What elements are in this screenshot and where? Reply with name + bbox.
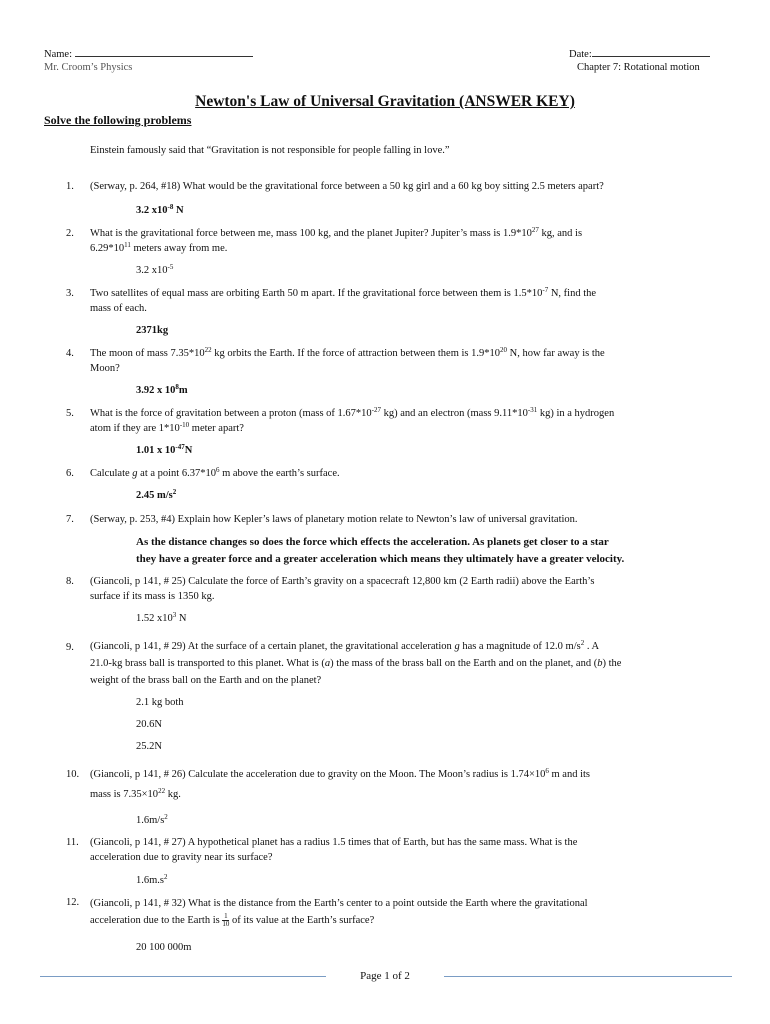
page-number: Page 1 of 2 [360,970,410,982]
question-number: 7. [66,514,74,525]
answer-5: 1.01 x $10^{-47}N$ [136,443,193,456]
intro-quote: Einstein famously said that “Gravitation is not responsible for people falling in love.” [90,145,450,156]
question-number: 8. [66,576,74,587]
question-number: 2. [66,228,74,239]
question-number: 3. [66,288,74,299]
answer-6: 2.45 $m/s^2$ [136,488,177,501]
question-text: Two satellites of equal mass are orbiting Earth 50 m apart. If the gravitational force between them is $1.5*10^{-7}$ N, find the mass of each. [90,286,597,314]
question-text: (Serway, p. 253, #4) Explain how Kepler’s laws of planetary motion relate to Newton’s law of universal gravitation. [90,514,578,525]
date-blank[interactable] [592,47,710,57]
answer-9c: 25.2N [136,741,162,752]
answer-base: 3.2 x10 [136,205,168,216]
question-number: 1. [66,181,74,192]
chapter-label: Chapter 7: Rotational motion [577,62,700,73]
answer-9b: 20.6N [136,719,162,730]
answer-8: 1.52 $x10^3$ N [136,611,187,624]
question-number: 9. [66,642,74,653]
answer-exp: -8 [167,203,174,211]
teacher-label: Mr. Croom’s Physics [44,62,133,73]
answer-2: 3.2 $x10^{-5}$ [136,263,174,276]
question-text: What is the force of gravitation between a proton (mass of $1.67*10^{-27}$ kg) and an electron (mass $9.11*10^{-31}$ kg) in a hydrogen atom if they are $1*10^{-10}$ meter apart? [90,406,615,434]
question-text: (Giancoli, p 141, # 25) Calculate the force of Earth’s gravity on a spacecraft 12,800 km (2 Earth radii) above the Earth’s surface if its mass is 1350 kg. [90,576,595,602]
answer-unit: N [173,205,184,216]
question-text: What is the gravitational force between me, mass 100 kg, and the planet Jupiter? Jupiter’s mass is $1.9*10^{27}$ kg, and is $6.29*10^{11}$ meters away from me. [90,226,583,254]
date-label: Date: [569,49,592,60]
question-number: 11. [66,837,79,848]
page-title: Newton's Law of Universal Gravitation (ANSWER KEY) [195,93,575,110]
question-text: (Giancoli, p 141, # 27) A hypothetical planet has a radius 1.5 times that of Earth, but has the same mass. What is the acceleration due to gravity near its surface? [90,837,578,863]
question-text: Calculate g at a point $6.37*10^6$ m above the earth’s surface. [90,466,340,479]
question-text: (Giancoli, p 141, # 32) What is the distance from the Earth’s center to a point outside the Earth where the gravitational acceleration due to the Earth is $\frac{1}{10}$ of its value at the Earth’s surface? [90,898,588,929]
question-number: 10. [66,769,80,780]
name-label: Name: [44,49,72,60]
answer-1 [136,205,184,216]
question-number: 4. [66,348,74,359]
name-blank[interactable] [75,47,253,57]
answer-12: 20 100 000m [136,942,192,953]
question-text: (Serway, p. 264, #18) What would be the gravitational force between a 50 kg girl and a 60 kg boy sitting 2.5 meters apart? [90,181,604,192]
footer-rule-right [444,976,732,977]
date-field[interactable] [569,47,710,60]
question-number: 6. [66,468,74,479]
question-text: (Giancoli, p 141, # 26) Calculate the acceleration due to gravity on the Moon. The Moon’s radius is $1.74\times 10^6$ m and its mass is $7.35\times 10^{22}$ kg. [90,767,591,800]
question-text: The moon of mass $7.35*10^{22}$ kg orbits the Earth. If the force of attraction between them is $1.9*10^{20}$ N, how far away is the Moon? [90,346,605,374]
question-number: 5. [66,408,74,419]
name-field[interactable] [44,47,253,60]
fraction-one-tenth: $\frac{1}{10}$ [222,912,230,929]
question-number: 12. [66,897,80,908]
answer-9a: 2.1 kg both [136,697,184,708]
answer-4: 3.92 x $10^8m$ [136,383,188,396]
answer-11: $1.6m.s^2$ [136,873,168,886]
answer-10: $1.6m/s^2$ [136,813,168,826]
section-heading: Solve the following problems [44,113,192,127]
question-text: (Giancoli, p 141, # 29) At the surface of a certain planet, the gravitational acceleration g has a magnitude of 12.0 $m/s^2$ . A 21.0-kg brass ball is transported to this planet. What is (a) the mass of the brass ball on the Earth and on the planet, and (b) the weight of the brass ball on the Earth and on the planet? [90,639,622,686]
answer-7: As the distance changes so does the force which effects the acceleration. As planets get closer to a star they have a greater force and a greater acceleration which means they ultimately have a greater velocity. [136,536,625,565]
answer-3: 2371kg [136,325,169,336]
